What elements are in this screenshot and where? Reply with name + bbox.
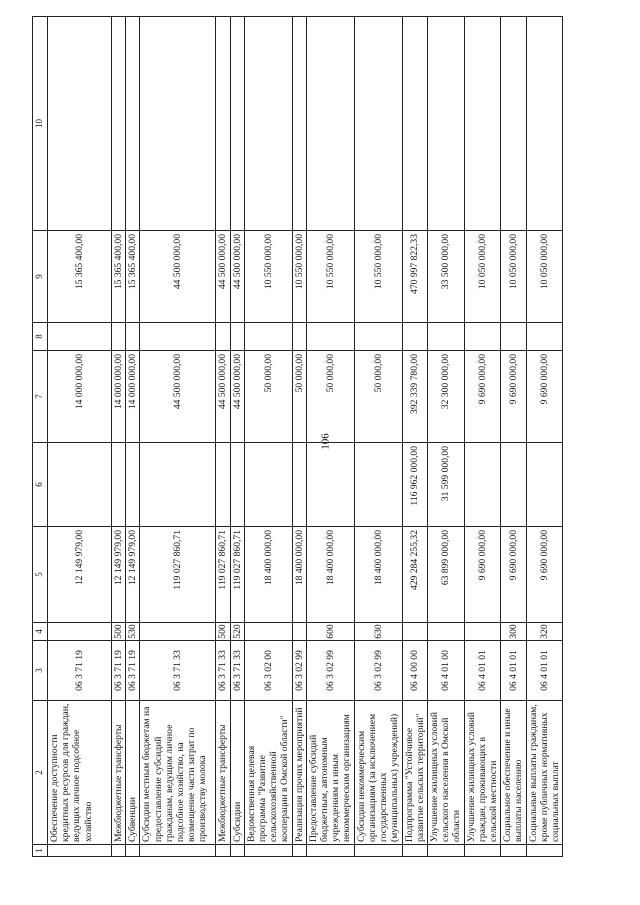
row-code-cell: 06 3 02 99 (306, 641, 354, 701)
table-row (402, 17, 427, 857)
row-col9-cell: 10 050 000,00 (464, 231, 501, 323)
header-cell: 7 (33, 351, 48, 443)
row-kvr-cell (140, 623, 216, 641)
row-col5-cell: 18 400 000,00 (244, 527, 292, 623)
row-col7-cell: 50 000,00 (306, 351, 354, 443)
row-col9-cell: 10 050 000,00 (501, 231, 526, 323)
row-name-cell: Межбюджетные трансферты (216, 701, 230, 845)
row-code-cell: 06 3 71 33 (216, 641, 230, 701)
row-col8-cell (306, 323, 354, 351)
row-col6-cell (354, 443, 402, 527)
table-row (292, 17, 306, 857)
row-col6-cell (126, 443, 140, 527)
row-kvr-cell: 320 (526, 623, 563, 641)
row-code-cell: 06 3 71 19 (112, 641, 126, 701)
row-name-cell: Подпрограмма "Устойчивое развитие сельских территорий" (402, 701, 427, 845)
row-col6-cell: 31 599 000,00 (428, 443, 465, 527)
row-col8-cell (48, 323, 112, 351)
row-col8-cell (501, 323, 526, 351)
row-col8-cell (402, 323, 427, 351)
row-name-cell: Субвенции (126, 701, 140, 845)
row-col6-cell: 116 962 000,00 (402, 443, 427, 527)
header-cell: 5 (33, 527, 48, 623)
header-cell: 3 (33, 641, 48, 701)
table-row (464, 17, 501, 857)
row-name-cell: Социальные выплаты гражданам, кроме публичных нормативных социальных выплат (526, 701, 563, 845)
row-number-cell (112, 845, 126, 857)
header-cell: 6 (33, 443, 48, 527)
row-name-cell: Предоставление субсидий бюджетным, автономным учреждениям и иным некоммерческим организациям (306, 701, 354, 845)
row-col8-cell (112, 323, 126, 351)
row-col10-cell (306, 17, 354, 231)
row-col5-cell: 9 690 000,00 (464, 527, 501, 623)
row-col8-cell (292, 323, 306, 351)
row-col5-cell: 18 400 000,00 (354, 527, 402, 623)
row-col10-cell (244, 17, 292, 231)
row-col8-cell (140, 323, 216, 351)
row-col5-cell: 9 690 000,00 (526, 527, 563, 623)
row-kvr-cell (464, 623, 501, 641)
row-code-cell: 06 3 71 33 (140, 641, 216, 701)
row-kvr-cell (292, 623, 306, 641)
row-name-cell: Социальное обеспечение и иные выплаты населению (501, 701, 526, 845)
row-col9-cell: 10 050 000,00 (526, 231, 563, 323)
header-cell: 1 (33, 845, 48, 857)
row-col6-cell (292, 443, 306, 527)
row-col6-cell (230, 443, 244, 527)
header-cell: 2 (33, 701, 48, 845)
row-code-cell: 06 3 71 19 (126, 641, 140, 701)
row-col9-cell: 15 365 400,00 (112, 231, 126, 323)
table-row (230, 17, 244, 857)
row-col5-cell: 18 400 000,00 (292, 527, 306, 623)
row-number-cell (402, 845, 427, 857)
table-row (501, 17, 526, 857)
row-col7-cell: 14 000 000,00 (126, 351, 140, 443)
row-kvr-cell (48, 623, 112, 641)
row-name-cell: Улучшение жилищных условий сельского населения в Омской области (428, 701, 465, 845)
row-code-cell: 06 4 01 00 (428, 641, 465, 701)
table-row (244, 17, 292, 857)
row-col6-cell (501, 443, 526, 527)
table-row (354, 17, 402, 857)
row-col8-cell (216, 323, 230, 351)
row-col9-cell: 15 365 400,00 (48, 231, 112, 323)
row-col6-cell (216, 443, 230, 527)
row-col9-cell: 10 550 000,00 (292, 231, 306, 323)
row-number-cell (216, 845, 230, 857)
row-number-cell (48, 845, 112, 857)
row-col5-cell: 429 284 255,32 (402, 527, 427, 623)
row-number-cell (140, 845, 216, 857)
row-col7-cell: 14 000 000,00 (112, 351, 126, 443)
row-col10-cell (354, 17, 402, 231)
row-col9-cell: 44 500 000,00 (140, 231, 216, 323)
row-kvr-cell: 520 (231, 624, 243, 639)
row-col10-cell (126, 17, 140, 231)
row-number-cell (244, 845, 292, 857)
header-cell: 9 (33, 231, 48, 323)
row-col10-cell (292, 17, 306, 231)
row-col7-cell: 32 300 000,00 (428, 351, 465, 443)
row-number-cell (126, 845, 140, 857)
row-number-cell (428, 845, 465, 857)
row-col9-cell: 10 550 000,00 (244, 231, 292, 323)
row-col9-cell: 470 997 822,33 (402, 231, 427, 323)
table-row (126, 17, 140, 857)
table-row (526, 17, 563, 857)
row-name-cell: Субсидии (230, 701, 244, 845)
row-code-cell: 06 3 02 00 (244, 641, 292, 701)
row-col6-cell (464, 443, 501, 527)
row-kvr-cell (428, 623, 465, 641)
row-col7-cell: 14 000 000,00 (48, 351, 112, 443)
row-code-cell: 06 4 01 01 (526, 641, 563, 701)
row-name-cell: Субсидии некоммерческим организациям (за исключением государственных (муниципальных) учреждений) (354, 701, 402, 845)
row-name-cell: Улучшение жилищных условий граждан, проживающих в сельской местности (464, 701, 501, 845)
row-kvr-cell: 500 (217, 624, 229, 639)
row-col6-cell (244, 443, 292, 527)
row-name-cell: Межбюджетные трансферты (112, 701, 126, 845)
row-col10-cell (216, 17, 230, 231)
row-col7-cell: 50 000,00 (292, 351, 306, 443)
row-col5-cell: 63 899 000,00 (428, 527, 465, 623)
row-col10-cell (48, 17, 112, 231)
row-col10-cell (402, 17, 427, 231)
row-col10-cell (230, 17, 244, 231)
header-cell: 4 (33, 623, 48, 641)
row-col5-cell: 9 690 000,00 (501, 527, 526, 623)
table-body (33, 17, 563, 857)
row-col9-cell: 15 365 400,00 (126, 231, 140, 323)
table-row (112, 17, 126, 857)
row-col10-cell (112, 17, 126, 231)
row-col7-cell: 50 000,00 (244, 351, 292, 443)
table-row (48, 17, 112, 857)
row-code-cell: 06 4 01 01 (464, 641, 501, 701)
table-row (428, 17, 465, 857)
rotated-page (32, 17, 604, 857)
row-col5-cell: 12 149 979,00 (48, 527, 112, 623)
row-col7-cell: 44 500 000,00 (216, 351, 230, 443)
row-code-cell: 06 3 71 33 (230, 641, 244, 701)
row-col8-cell (428, 323, 465, 351)
row-kvr-cell: 300 (501, 623, 526, 641)
row-code-cell: 06 4 00 00 (402, 641, 427, 701)
row-col9-cell: 33 500 000,00 (428, 231, 465, 323)
row-col8-cell (126, 323, 140, 351)
row-col9-cell: 44 500 000,00 (216, 231, 230, 323)
row-col8-cell (526, 323, 563, 351)
row-col8-cell (354, 323, 402, 351)
table-header-row (33, 17, 48, 857)
header-cell: 8 (33, 323, 48, 351)
row-kvr-cell (402, 623, 427, 641)
row-col5-cell: 12 149 979,00 (126, 527, 140, 623)
row-code-cell: 06 3 02 99 (292, 641, 306, 701)
row-col6-cell (526, 443, 563, 527)
row-col5-cell: 119 027 860,71 (140, 527, 216, 623)
row-kvr-cell: 530 (127, 624, 139, 639)
row-kvr-cell: 600 (306, 623, 354, 641)
row-col7-cell: 44 500 000,00 (140, 351, 216, 443)
row-col5-cell: 119 027 860,71 (216, 527, 230, 623)
row-col10-cell (526, 17, 563, 231)
row-number-cell (230, 845, 244, 857)
row-number-cell (354, 845, 402, 857)
row-col5-cell: 12 149 979,00 (112, 527, 126, 623)
row-col5-cell: 119 027 860,71 (230, 527, 244, 623)
row-col9-cell: 10 550 000,00 (354, 231, 402, 323)
row-col10-cell (464, 17, 501, 231)
table-row (216, 17, 230, 857)
row-number-cell (464, 845, 501, 857)
row-number-cell (526, 845, 563, 857)
row-kvr-cell (244, 623, 292, 641)
row-code-cell: 06 4 01 01 (501, 641, 526, 701)
row-code-cell: 06 3 02 99 (354, 641, 402, 701)
row-name-cell: Субсидии местным бюджетам на предоставление субсидий гражданам, ведущим личное подсобное хозяйство, на возмещение части затрат по производству молока (140, 701, 216, 845)
row-col7-cell: 9 690 000,00 (526, 351, 563, 443)
row-number-cell (292, 845, 306, 857)
table-row (306, 17, 354, 857)
budget-table (32, 16, 563, 857)
row-col6-cell (48, 443, 112, 527)
row-col7-cell: 392 339 780,00 (402, 351, 427, 443)
header-cell: 10 (33, 17, 48, 231)
row-kvr-cell: 500 (113, 624, 124, 639)
row-col6-cell (306, 443, 354, 527)
table-row (140, 17, 216, 857)
row-name-cell: Реализация прочих мероприятий (292, 701, 306, 845)
row-name-cell: Обеспечение доступности кредитных ресурсов для граждан, ведущих личное подсобное хозяйство (48, 701, 112, 845)
row-col7-cell: 9 690 000,00 (464, 351, 501, 443)
row-col5-cell: 18 400 000,00 (306, 527, 354, 623)
row-col6-cell (112, 443, 126, 527)
row-col8-cell (230, 323, 244, 351)
row-col6-cell (140, 443, 216, 527)
row-col8-cell (244, 323, 292, 351)
row-kvr-cell: 630 (354, 623, 402, 641)
row-col9-cell: 10 550 000,00 (306, 231, 354, 323)
row-col7-cell: 50 000,00 (354, 351, 402, 443)
row-col10-cell (140, 17, 216, 231)
row-col7-cell: 9 690 000,00 (501, 351, 526, 443)
row-number-cell (501, 845, 526, 857)
row-col9-cell: 44 500 000,00 (230, 231, 244, 323)
row-name-cell: Ведомственная целевая программа "Развитие сельскохозяйственной кооперации в Омской области" (244, 701, 292, 845)
page-number: 106 (319, 433, 332, 450)
row-col10-cell (501, 17, 526, 231)
row-col8-cell (464, 323, 501, 351)
row-col7-cell: 44 500 000,00 (230, 351, 244, 443)
row-col10-cell (428, 17, 465, 231)
row-number-cell (306, 845, 354, 857)
row-code-cell: 06 3 71 19 (48, 641, 112, 701)
